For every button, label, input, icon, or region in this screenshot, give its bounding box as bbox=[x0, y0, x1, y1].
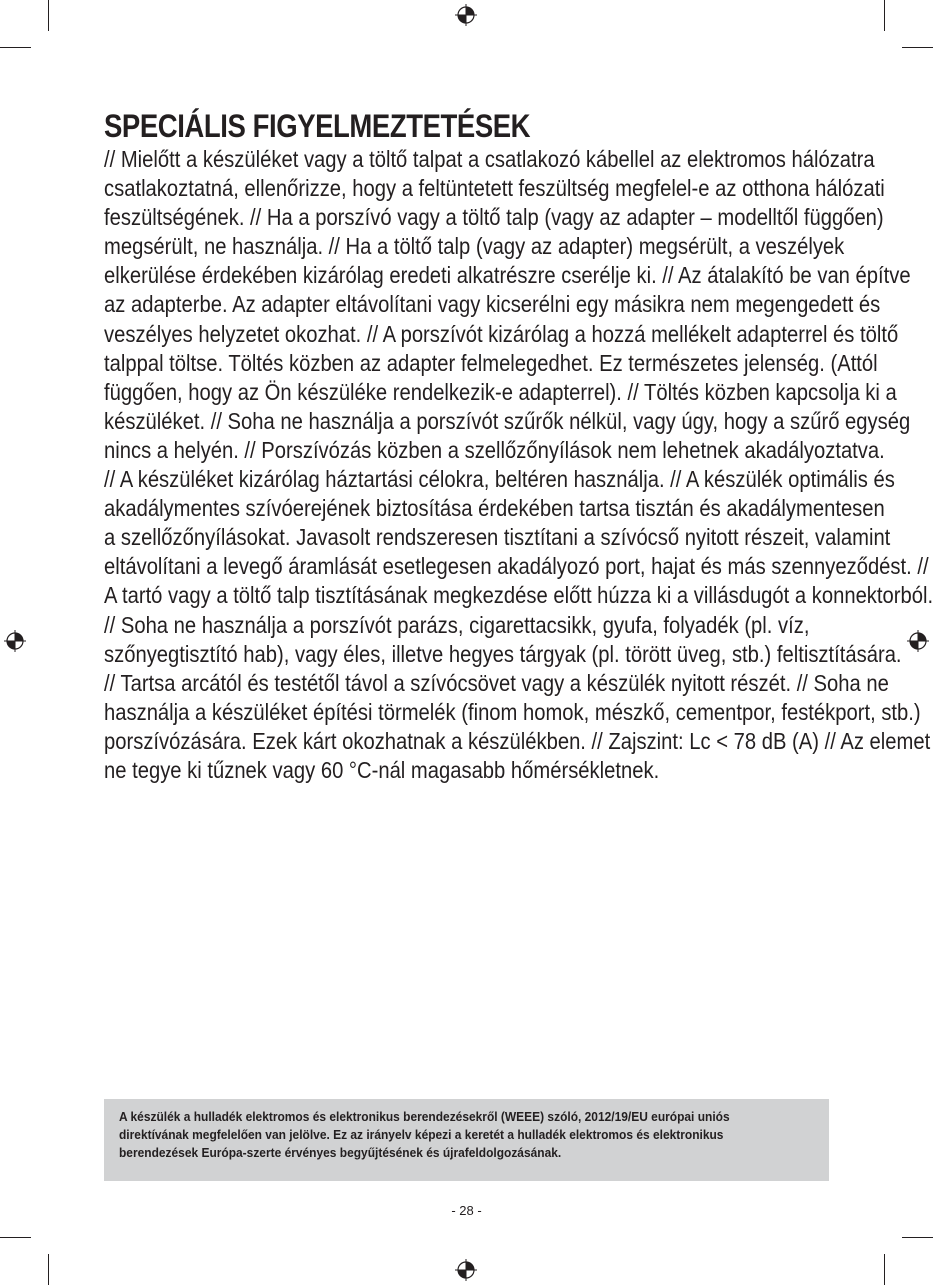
text-line: akadálymentes szívóerejének biztosítása érdekében tartsa tisztán és akadálymentesen bbox=[104, 495, 885, 522]
registration-mark-left-icon bbox=[4, 630, 26, 652]
weee-line: A készülék a hulladék elektromos és elektronikus berendezésekről (WEEE) szóló, 2012/19/EU európai uniós bbox=[119, 1110, 730, 1124]
registration-mark-right-icon bbox=[907, 630, 929, 652]
text-line: // Mielőtt a készüléket vagy a töltő talpat a csatlakozó kábellel az elektromos hálózatra bbox=[104, 146, 875, 172]
text-line: talppal töltse. Töltés közben az adapter felmelegedhet. Ez természetes jelenség. (Attól bbox=[104, 349, 878, 376]
crop-mark-top-left-vertical bbox=[48, 0, 49, 31]
text-line: csatlakoztatná, ellenőrizze, hogy a feltüntetett feszültség megfelel-e az otthona hálózati bbox=[104, 175, 885, 202]
crop-mark-top-right-vertical bbox=[884, 0, 885, 31]
weee-line: direktívának megfelelően van jelölve. Ez az irányelv képezi a keretét a hulladék elektromos és elektronikus bbox=[119, 1127, 724, 1142]
page-title: SPECIÁLIS FIGYELMEZTETÉSEK bbox=[104, 108, 531, 144]
crop-mark-bottom-right-horizontal bbox=[902, 1237, 933, 1238]
weee-line: berendezések Európa-szerte érvényes begyűjtésének és újrafeldolgozásának. bbox=[119, 1145, 562, 1160]
text-line: porszívózására. Ezek kárt okozhatnak a készülékben. // Zajszint: Lc < 78 dB (A) // Az elemet bbox=[104, 727, 931, 754]
text-line: A tartó vagy a töltő talp tisztításának megkezdése előtt húzza ki a villásdugót a konnektorból. bbox=[104, 582, 933, 609]
text-line: készüléket. // Soha ne használja a porszívót szűrők nélkül, vagy úgy, hogy a szűrő egység bbox=[104, 407, 911, 434]
crop-mark-bottom-left-vertical bbox=[48, 1254, 49, 1285]
text-line: elkerülése érdekében kizárólag eredeti alkatrészre cserélje ki. // Az átalakító be van építve bbox=[104, 262, 911, 289]
text-line: veszélyes helyzetet okozhat. // A porszívót kizárólag a hozzá mellékelt adapterrel és töltő bbox=[104, 320, 899, 347]
text-line: használja a készüléket építési törmelék (finom homok, mészkő, cementpor, festékport, stb.) bbox=[104, 698, 921, 725]
text-line: feszültségének. // Ha a porszívó vagy a töltő talp (vagy az adapter – modelltől függően) bbox=[104, 204, 884, 231]
crop-mark-top-right-horizontal bbox=[902, 47, 933, 48]
text-line: megsérült, ne használja. // Ha a töltő talp (vagy az adapter) megsérült, a veszélyek bbox=[104, 233, 845, 260]
text-line: függően, hogy az Ön készüléke rendelkezik-e adapterrel). // Töltés közben kapcsolja ki a bbox=[104, 378, 897, 405]
warnings-paragraph bbox=[104, 145, 933, 785]
crop-mark-bottom-right-vertical bbox=[884, 1254, 885, 1285]
crop-mark-bottom-left-horizontal bbox=[0, 1237, 31, 1238]
registration-mark-top-icon bbox=[455, 4, 477, 26]
page-number: - 28 - bbox=[451, 1203, 482, 1218]
text-line: eltávolítani a levegő áramlását esetlegesen akadályozó port, hajat és más szennyeződést. // bbox=[104, 553, 929, 580]
text-line: szőnyegtisztító hab), vagy éles, illetve hegyes tárgyak (pl. törött üveg, stb.) feltisztítására. bbox=[104, 640, 902, 667]
text-line: ne tegye ki tűznek vagy 60 °C-nál magasabb hőmérsékletnek. bbox=[104, 756, 660, 783]
text-line: // Tartsa arcától és testétől távol a szívócsövet vagy a készülék nyitott részét. // Soha ne bbox=[104, 669, 889, 696]
crop-mark-top-left-horizontal bbox=[0, 47, 31, 48]
registration-mark-bottom-icon bbox=[455, 1259, 477, 1281]
weee-notice-text bbox=[119, 1109, 730, 1162]
text-line: // A készüléket kizárólag háztartási célokra, beltéren használja. // A készülék optimális és bbox=[104, 466, 895, 493]
text-line: nincs a helyén. // Porszívózás közben a szellőzőnyílások nem lehetnek akadályoztatva. bbox=[104, 436, 885, 463]
text-line: // Soha ne használja a porszívót parázs, cigarettacsikk, gyufa, folyadék (pl. víz, bbox=[104, 611, 810, 638]
weee-notice-box bbox=[104, 1099, 829, 1181]
text-line: a szellőzőnyílásokat. Javasolt rendszeresen tisztítani a szívócső nyitott részeit, valamint bbox=[104, 524, 891, 551]
text-line: az adapterbe. Az adapter eltávolítani vagy kicserélni egy másikra nem megengedett és bbox=[104, 291, 881, 318]
